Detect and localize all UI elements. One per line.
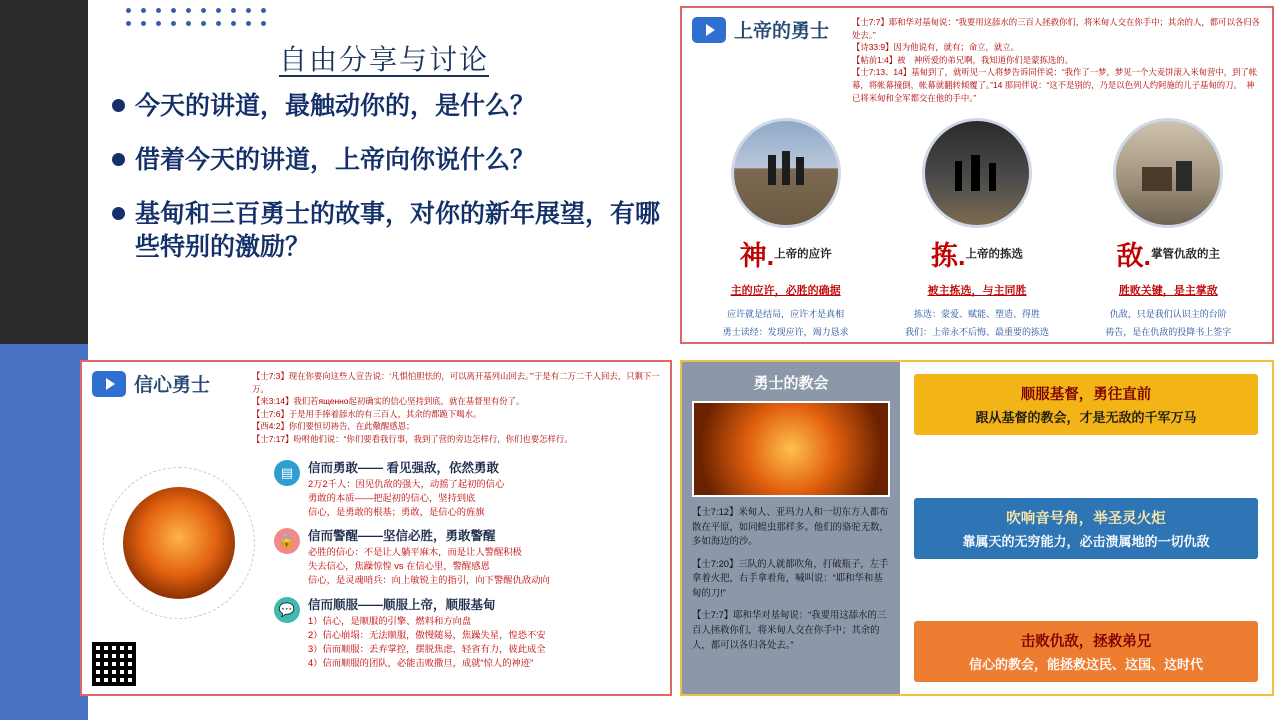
dot-grid-decoration [126, 8, 266, 34]
list-item [112, 198, 662, 266]
bullet-icon [112, 99, 125, 112]
column-highlight: 被主拣选，与主同胜 [927, 285, 1027, 298]
step-line: 1）信心，是顺服的引擎、燃料和方向盘 [308, 616, 472, 627]
scene-image-shore [731, 118, 841, 228]
step-title: 信而顺服——顺服上帝，顺服基甸 [308, 598, 496, 613]
verse-text: 【来3:14】我们若ященно起初确实的信心坚持到底，就在基督里有份了。 [252, 396, 525, 407]
banner-title: 吹响音号角，举圣灵火炬 [1006, 510, 1166, 527]
verse-text: 【西4:2】你们要恒切祷告，在此儆醒感恩； [252, 421, 415, 432]
chat-icon: 💬 [274, 597, 300, 623]
banner-subtitle: 跟从基督的教会，才是无敌的千军万马 [975, 410, 1197, 425]
logo-label: 信心勇士 [134, 375, 211, 396]
step-line: 2万2千人：因见仇敌的强大，动摇了起初的信心 [308, 478, 505, 489]
play-icon [92, 371, 126, 397]
church-title: 勇士的教会 [753, 375, 829, 392]
page-title: 自由分享与讨论 [278, 44, 489, 75]
column-note: 应许就是结局，应许才是真相 [727, 309, 845, 320]
verse-text: 【帖前1:4】被 神所爱的弟兄啊，我知道你们是蒙拣选的。 [852, 54, 1074, 65]
bullet-icon [112, 153, 125, 166]
warriors-photo [123, 487, 235, 599]
step-line: 信心，是灵魂哨兵：向上敏锐主的指引，向下警醒仇敌动向 [308, 575, 550, 586]
column-subtitle: 掌管仇敌的主 [1151, 249, 1221, 261]
banner-title: 顺服基督，勇往直前 [1020, 387, 1152, 403]
column-note: 我们：上帝永不后悔、最重要的拣选 [904, 326, 1049, 337]
warriors-slide-card [680, 6, 1274, 344]
list-item [112, 90, 662, 124]
warrior-column [1079, 118, 1257, 340]
step-line: 勇敢的本质——把起初的信心，坚持到底 [308, 492, 476, 503]
verse-text: 【诗33:9】因为他说有，就有；命立，就立。 [852, 42, 1020, 53]
church-slide-card [680, 360, 1274, 696]
verse-text: 【士7:20】三队的人就都吹角，打破瓶子，左手拿着火把，右手拿着角，喊叫说：“耶和华和基甸的刀!” [692, 557, 889, 598]
faith-logo [92, 370, 242, 446]
verse-text: 【士7:7】耶和华对基甸说：“我要用这舔水的三百人拯救你们，将米甸人交在你手中；其余的人，都可以各归各处去。” [852, 17, 1261, 40]
column-char: 敌. [1116, 241, 1152, 272]
discussion-question: 今天的讲道，最触动你的，是什么？ [135, 92, 536, 120]
column-note: 仇敌，只是我们认识主的台阶 [1109, 309, 1227, 320]
left-blue-bar [0, 344, 88, 720]
step-line: 4）信而顺服的团队，必能击败撒旦，成就“惊人的神迹” [308, 658, 534, 669]
verse-text: 【士7:13、14】基甸到了，就听见一人将梦告诉同伴说：“我作了一梦，梦见一个大麦饼滚入米甸营中，到了帐幕，将帐幕撞倒，帐幕就翻转倾覆了。”14 那同伴说：“这不是别的，乃是以色列人约阿施的儿子基甸的刀。 神已将米甸和全军都交在他的手中。” [852, 67, 1258, 103]
step-line: 失去信心，焦躁惊惶 vs 在信心里，警醒感恩 [308, 561, 490, 572]
step-title: 信而警醒——坚信必胜，勇敢警醒 [308, 529, 496, 544]
column-subtitle: 上帝的应许 [774, 249, 832, 261]
discussion-question: 基甸和三百勇士的故事，对你的新年展望，有哪些特别的激励？ [135, 199, 661, 262]
church-photo [692, 401, 890, 497]
step-line: 必胜的信心：不是让人躺平麻木，而是让人警醒积极 [308, 547, 522, 558]
bullet-icon [112, 207, 125, 220]
church-banner-column [900, 362, 1272, 694]
discussion-question: 借着今天的讲道，上帝向你说什么？ [135, 145, 536, 174]
column-note: 勇士读经：发现应许，竭力恳求 [722, 326, 849, 337]
faith-verses [252, 370, 660, 446]
list-item [274, 526, 658, 588]
banner [914, 498, 1258, 559]
banner [914, 374, 1258, 435]
column-highlight: 胜败关键，是主掌敌 [1118, 285, 1218, 298]
church-left-column [682, 362, 900, 694]
column-subtitle: 上帝的拣选 [965, 249, 1023, 261]
list-item [274, 458, 658, 520]
qr-code [92, 642, 136, 686]
left-dark-bar [0, 0, 88, 344]
banner [914, 621, 1258, 682]
column-char: 神. [739, 241, 775, 272]
banner-subtitle: 靠属天的无穷能力，必击溃属地的一切仇敌 [962, 533, 1210, 549]
warrior-column [888, 118, 1066, 340]
verse-text: 【士7:6】于是用手捧着舔水的有三百人，其余的都跪下喝水。 [252, 408, 482, 419]
warriors-verses [852, 16, 1262, 104]
faith-slide-card [80, 360, 672, 696]
layers-icon: ▤ [274, 460, 300, 486]
warrior-column [697, 118, 875, 340]
scene-image-interior [1113, 118, 1223, 228]
column-note: 拣选：蒙爱、赋能、塑造、得胜 [913, 309, 1040, 320]
verse-text: 【士7:7】耶和华对基甸说：“我要用这舔水的三百人拯救你们，将米甸人交在你手中；其余的人，都可以各归各处去。” [692, 609, 887, 650]
banner-title: 击败仇敌，拯救弟兄 [1020, 634, 1152, 650]
banner-subtitle: 信心的教会，能拯救这民、这国、这时代 [968, 657, 1203, 672]
list-item [112, 144, 662, 178]
discussion-list [112, 90, 662, 285]
verse-text: 【士7:12】米甸人、亚玛力人和一切东方人都布散在平原，如同蝗虫那样多。他们的骆驼无数，多如海边的沙。 [692, 506, 889, 547]
logo-label: 上帝的勇士 [734, 21, 830, 42]
discussion-panel [96, 0, 672, 344]
warriors-logo [692, 16, 842, 104]
step-line: 信心，是勇敢的根基；勇敢，是信心的旌旗 [308, 506, 485, 517]
column-note: 祷告，是在仇敌的投降书上签字 [1105, 326, 1232, 337]
play-icon [692, 17, 726, 43]
verse-text: 【士7:17】吩咐他们说：“你们要看我行事，我到了营的旁边怎样行，你们也要怎样行。 [252, 434, 573, 445]
column-highlight: 主的应许，必胜的确据 [730, 285, 841, 298]
step-title: 信而勇敢—— 看见强敌，依然勇敢 [308, 460, 499, 475]
scene-image-silhouette [922, 118, 1032, 228]
lock-icon: 🔒 [274, 528, 300, 554]
step-line: 3）信而顺服：丢弃掌控，摆脱焦虑，轻省有力，彼此成全 [308, 644, 546, 655]
verse-text: 【士7:3】现在你要向这些人宣告说：‘凡惧怕胆怯的，可以离开基列山回去。’”于是有二万二千人回去，只剩下一万。 [252, 371, 660, 394]
step-line: 2）信心崩塌：无法顺服，傲慢随易，焦躁失星，惶恐不安 [308, 630, 546, 641]
column-char: 拣. [930, 241, 966, 272]
list-item [274, 595, 658, 671]
